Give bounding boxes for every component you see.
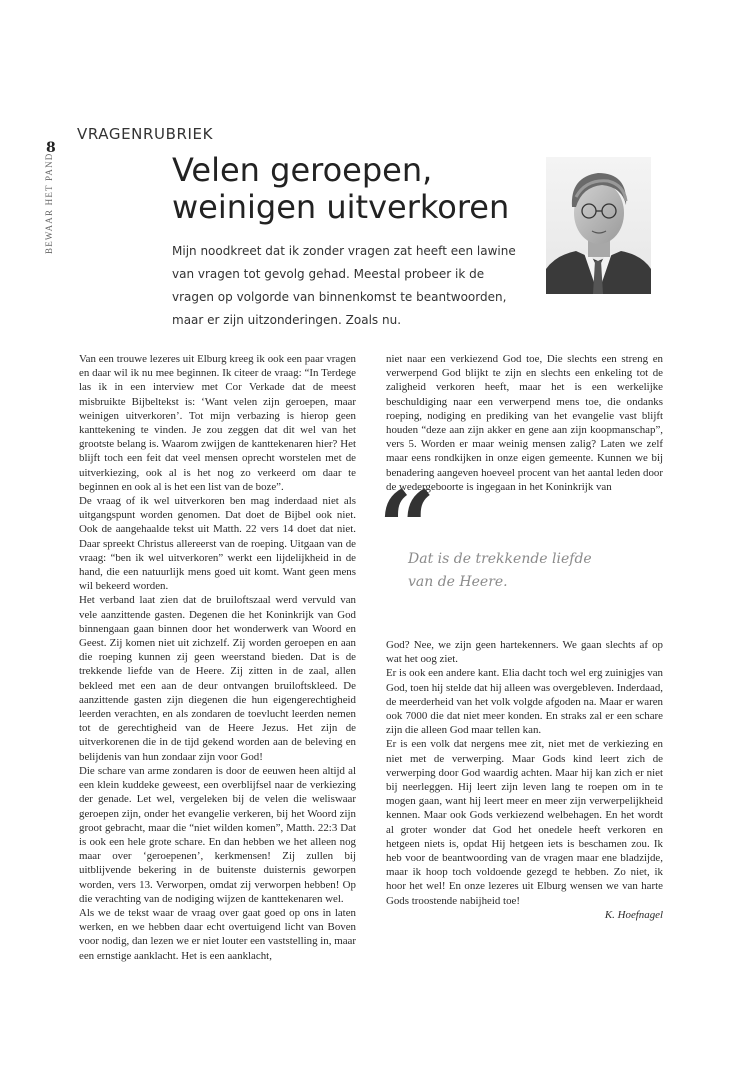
author-portrait: [546, 157, 651, 294]
article-title: [172, 152, 532, 226]
article-column-left: [79, 352, 356, 963]
paragraph: Als we de tekst waar de vraag over gaat goed op ons in laten werken, en we hebben daar echt overtuigend licht van Boven voor nodig, dan lezen we er niet louter een vaststelling in, maar een ernstige aanklacht. Het is een aanklacht,: [79, 906, 356, 962]
paragraph: Er is een volk dat nergens mee zit, niet met de verkiezing en niet met de verwerping. Maar Gods kind leert zich de verwerping door God waardig achten. Maar hij kan zich er niet bij neerleggen. Hij leert zijn leven lang te roepen om in te mogen gaan, want hij leert meer en meer zijn verwerpelijkheid kennen. Maar ook Gods verkiezend welbehagen. En het wordt al groter wonder dat God het onedele heeft verkoren en hetgeen niets is, opdat Hij hetgeen iets is beschamen zou. Ik heb voor de beantwoording van de vragen maar ene bladzijde, maar ik hoop toch voldoende gezegd te hebben. Zo niet, ik hoor het wel! En onze lezeres uit Elburg wensen we van harte Gods troostende nabijheid toe!: [386, 738, 663, 907]
page-number: 8: [46, 140, 56, 156]
title-line-2: weinigen uitverkoren: [172, 188, 510, 226]
author-signature: K. Hoefnagel: [604, 908, 663, 921]
paragraph: niet naar een verkiezend God toe, Die slechts een streng en verwerpend God blijkt te zijn en slechts een enkeling tot de zaligheid verkoren heeft, maar het is een werkelijke beschuldiging naar een verwerpend mens toe, die ondanks roeping, nodiging en prediking van het evangelie vast blijft houden “deze aan zijn akker en gene aan zijn koopmanschap”, vers 5. Worden er maar weinig mensen zalig? Laten we zelf maar eens rondkijken in onze eigen gemeente. Kunnen we bij benadering aangeven hoeveel procent van het aantal leden door de wedergeboorte is ingegaan in het Koninkrijk van: [386, 353, 663, 493]
pull-quote: [408, 548, 638, 594]
paragraph: Van een trouwe lezeres uit Elburg kreeg ik ook een paar vragen en daar wil ik nu mee beginnen. Ik citeer de vraag: “In Terdege las ik in een interview met Cor Verkade dat de meest misbruikte Bijbeltekst is: ‘Want velen zijn geroepen, maar weinigen uitverkoren’. Tot mijn verbazing is hierop geen kanttekening te vinden. Je zou zeggen dat dit wel van het grootste belang is. Waarom zwijgen de kanttekenaren hier? Het blijft toch een feit dat veel mensen oprecht worstelen met de uitverkiezing, ook al is het nog zo verkeerd om daar te beginnen en ook al is het een list van de boze”.: [79, 353, 356, 493]
paragraph: Die schare van arme zondaren is door de eeuwen heen altijd al een klein kuddeke geweest, een overblijfsel naar de verkiezing der genade. Let wel, vergeleken bij de velen die weliswaar geroepen zijn, onder het evangelie verkeren, bij het Woord zijn groot gebracht, maar die “niet wilden komen”, Matth. 22:3 Dat is ook een hele grote schare. En dan hebben we het alleen nog maar over ‘geroepenen’, kerkmensen! Zij zullen bij uitblijvende bekering in de buitenste duisternis geworpen worden, vers 13. Verworpen, omdat zij verworpen hebben! Op die verachting van de nodiging wijzen de kanttekenaren wel.: [79, 764, 356, 905]
article-intro: Mijn noodkreet dat ik zonder vragen zat heeft een lawine van vragen tot gevolg gehad. Meestal probeer ik de vragen op volgorde van binnenkomst te beantwoorden, maar er zijn uitzonderingen. Zoals nu.: [172, 244, 516, 327]
quote-mark-icon: “: [378, 469, 436, 587]
section-label: VRAGENRUBRIEK: [77, 125, 214, 143]
paragraph: God? Nee, we zijn geen hartekenners. We gaan slechts af op wat het oog ziet.: [386, 639, 663, 666]
paragraph: De vraag of ik wel uitverkoren ben mag inderdaad niet als uitgangspunt worden genomen. Dat doet de Bijbel ook niet. Ook de aangehaalde tekst uit Matth. 22 vers 14 doet dat niet. Daar spreekt Christus allereerst van de roeping. Uitgaan van de vraag: “ben ik wel uitverkoren” werkt een lijdelijkheid in de hand, die een natuurlijk mens goed uit komt. Want geen mens wil bekeerd worden.: [79, 495, 356, 593]
pull-quote-line-2: van de Heere.: [408, 574, 508, 590]
paragraph: Het verband laat zien dat de bruiloftszaal werd vervuld van vele aanzittende gasten. Degenen die het Koninkrijk van God binnengaan gaan binnen door het wonderwerk van Woord en Geest. Zij komen niet uit zichzelf. Zij worden geroepen en aan die roeping kunnen zij geen weerstand bieden. Dat is de trekkende liefde van de Heere. Zij zitten in de zaal, allen bekleed met een aan de deur ontvangen bruiloftskleed. De aanzittende gasten zijn diegenen die hun eigengerechtigheid leerden verachten, en als zondaren de toevlucht leerden nemen tot de gerechtigheid van de Heere Jezus. Het zijn de uitverkorenen die in de tijd gekend worden aan de beleving en belijdenis van hun zondaar zijn voor God!: [79, 594, 356, 763]
article-column-right-bottom: [386, 638, 663, 922]
paragraph: Er is ook een andere kant. Elia dacht toch wel erg zuinigjes van God, toen hij stelde dat hij alleen was overgebleven. Inderdaad, de meerderheid van het volk volgde afgoden na. Maar er waren ook 7000 die dat niet meer konden. En straks zal er een schare zijn die alleen God maar tellen kan.: [386, 667, 663, 737]
pull-quote-line-1: Dat is de trekkende liefde: [408, 551, 592, 567]
title-line-1: Velen geroepen,: [172, 151, 433, 189]
side-label: BEWAAR HET PAND: [44, 152, 54, 254]
